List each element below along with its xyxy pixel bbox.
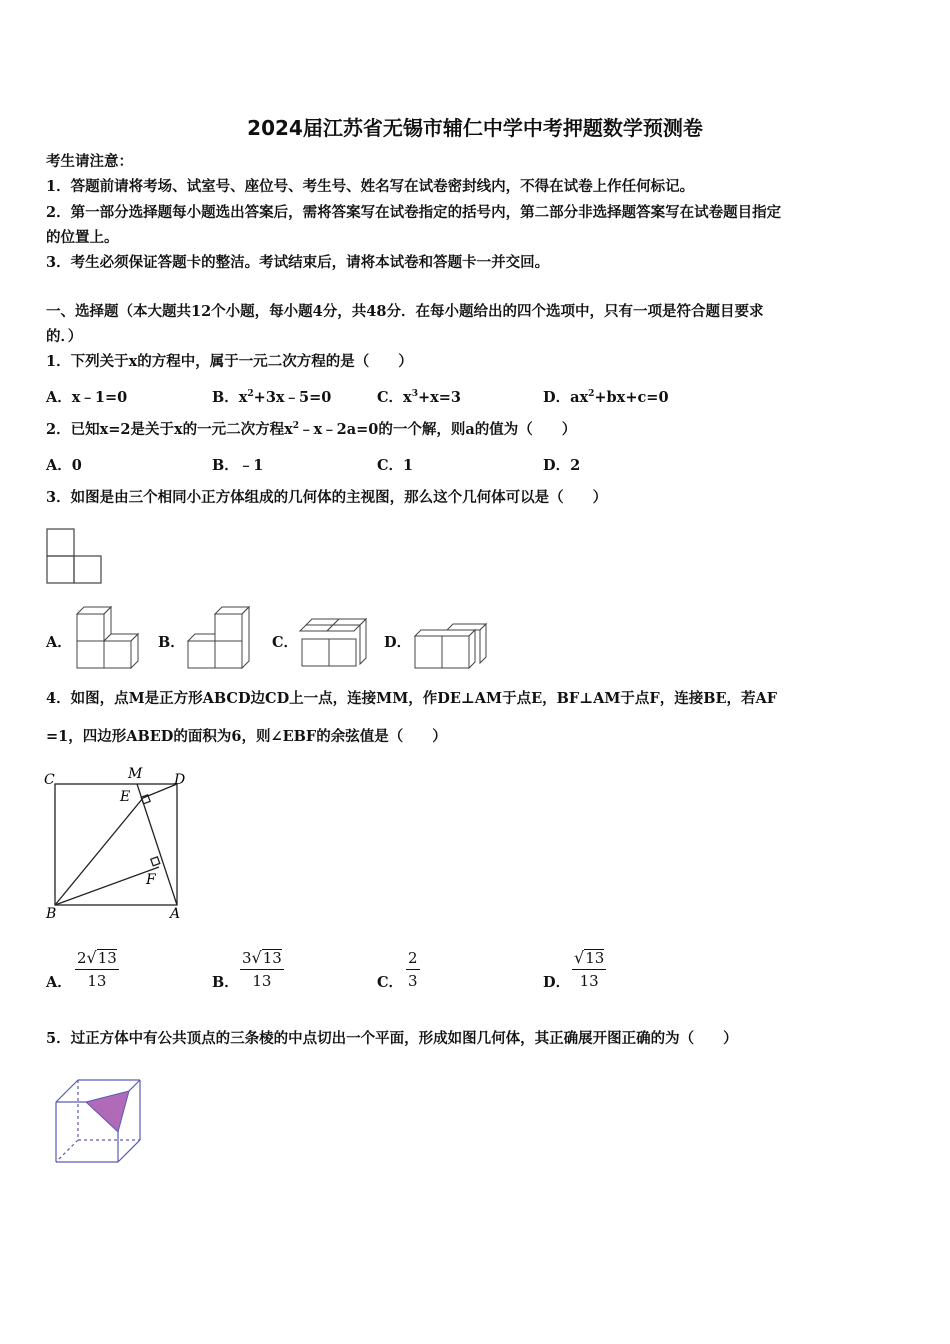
q2-option-b: B．﹣1 — [212, 457, 264, 474]
q1-option-d: D．$ax^2+bx+c=0$ — [543, 389, 669, 406]
q4-option-a-label: A． — [46, 974, 72, 991]
q2-option-a: A．0 — [46, 457, 82, 474]
q3-option-a-figure — [74, 604, 142, 672]
q5-cube-figure — [50, 1074, 146, 1170]
cube-edge — [118, 1140, 140, 1162]
q4-option-a-fraction: $\frac{2√13}{13}$ — [77, 948, 117, 990]
q1-option-b: B．$x^2+3x﹣5=0$ — [212, 389, 332, 406]
label-c: C — [44, 772, 55, 788]
q4-square-figure — [40, 762, 200, 922]
q1-option-a: A．x﹣1=0 — [46, 389, 128, 406]
label-d: D — [174, 772, 186, 788]
q4-option-d-label: D． — [543, 974, 571, 991]
q3-option-d: D． — [384, 634, 412, 651]
square-abcd — [55, 784, 177, 905]
label-e: E — [120, 789, 131, 805]
q2-option-c: C．1 — [377, 457, 414, 474]
q3-option-c-figure — [300, 616, 372, 672]
notice-item-2: 2．第一部分选择题每小题选出答案后，需将答案写在试卷指定的括号内，第二部分非选择题答案写在试卷题目指定 — [46, 204, 782, 221]
q3-option-b: B． — [158, 634, 185, 651]
label-b: B — [46, 906, 57, 922]
q4-option-c-fraction: $\frac{2}{3}$ — [408, 949, 418, 990]
label-a: A — [170, 906, 181, 922]
q3-option-d-figure — [413, 622, 489, 672]
q3-option-b-figure — [185, 604, 257, 672]
q3-option-c: C． — [272, 634, 299, 651]
notice-heading: 考生请注意： — [46, 153, 133, 170]
q2-stem: 2．已知x=2是关于x的一元二次方程$x^2﹣x﹣2a=0$的一个解，则a的值为（ ） — [46, 421, 577, 438]
right-angle-e — [141, 795, 150, 804]
section-heading: 一、选择题（本大题共12个小题，每小题4分，共48分．在每小题给出的四个选项中，只有一项是符合题目要求 — [46, 303, 764, 320]
notice-item-2-cont: 的位置上。 — [46, 229, 119, 246]
q3-stem: 3．如图是由三个相同小正方体组成的几何体的主视图，那么这个几何体可以是（ ） — [46, 489, 608, 506]
q5-stem: 5．过正方体中有公共顶点的三条棱的中点切出一个平面，形成如图几何体，其正确展开图正确的为（ ） — [46, 1030, 738, 1047]
page-title: 2024届江苏省无锡市辅仁中学中考押题数学预测卷 — [247, 116, 703, 140]
q4-stem: 4．如图，点M是正方形ABCD边CD上一点，连接MM，作DE⊥AM于点E，BF⊥AM于点F，连接BE，若AF — [46, 690, 778, 707]
notice-item-1: 1．答题前请将考场、试室号、座位号、考生号、姓名写在试卷密封线内，不得在试卷上作任何标记。 — [46, 178, 695, 195]
label-f: F — [146, 872, 156, 888]
cube-edge-hidden — [56, 1140, 78, 1162]
cut-triangle — [86, 1091, 129, 1132]
q1-stem: 1．下列关于x的方程中，属于一元二次方程的是（ ） — [46, 353, 413, 370]
q4-option-b-label: B． — [212, 974, 239, 991]
q3-option-a: A． — [46, 634, 72, 651]
q4-stem-cont: =1，四边形ABED的面积为6，则∠EBF的余弦值是（ ） — [46, 728, 447, 745]
notice-item-3: 3．考生必须保证答题卡的整洁。考试结束后，请将本试卷和答题卡一并交回。 — [46, 254, 550, 271]
right-angle-f — [151, 857, 160, 866]
q1-option-c: C．$x^3+x=3$ — [377, 389, 461, 406]
section-heading-cont: 的．） — [46, 328, 83, 345]
q4-option-d-fraction: $\frac{√13}{13}$ — [574, 948, 605, 990]
label-m: M — [128, 766, 143, 782]
cube-edge — [56, 1080, 78, 1102]
q4-option-b-fraction: $\frac{3√13}{13}$ — [242, 948, 282, 990]
q4-option-c-label: C． — [377, 974, 404, 991]
q2-option-d: D．2 — [543, 457, 581, 474]
q3-front-view-figure — [46, 528, 104, 586]
